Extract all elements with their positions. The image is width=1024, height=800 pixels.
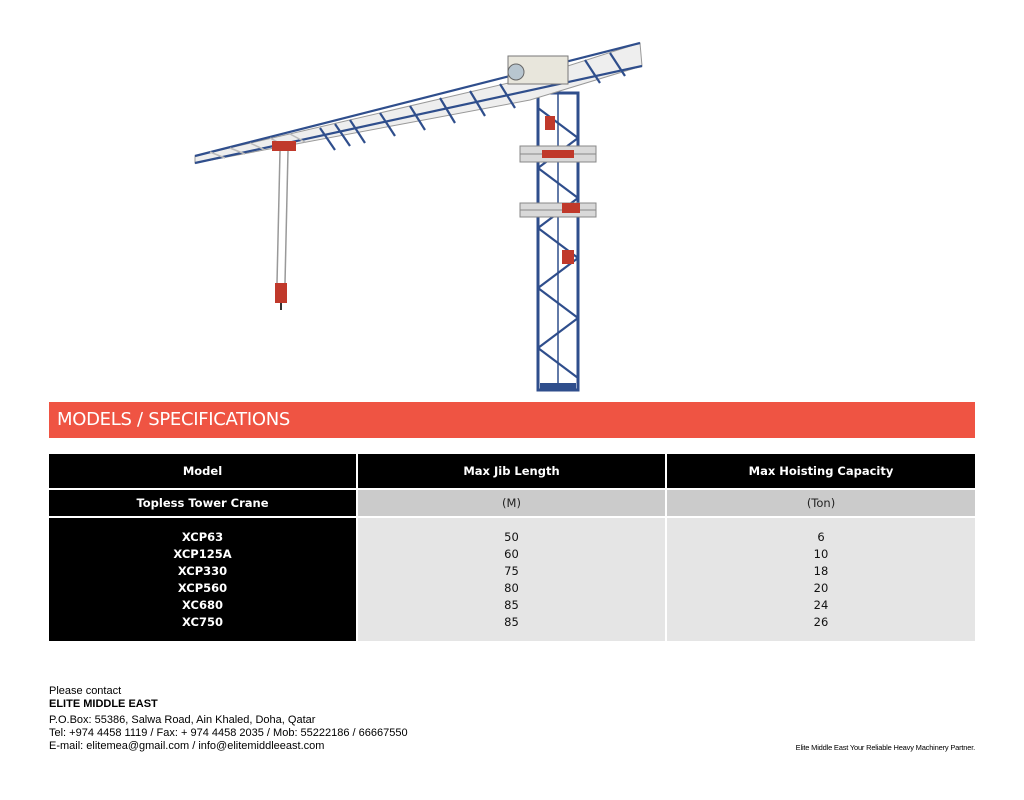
company-email[interactable]: E-mail: elitemea@gmail.com / info@elitemiddleeast.com	[49, 740, 325, 752]
tower-crane-image	[190, 38, 645, 393]
table-row-jib: 75	[504, 563, 519, 578]
company-name: ELITE MIDDLE EAST	[49, 698, 158, 710]
subheader-crane-type: Topless Tower Crane	[49, 490, 356, 516]
section-banner	[49, 402, 975, 438]
table-row-model: XCP125A	[173, 546, 232, 561]
model-column	[49, 518, 356, 641]
crane-mast	[538, 93, 578, 390]
table-row-jib: 50	[504, 529, 519, 544]
table-row-model: XC680	[182, 597, 223, 612]
crane-jib	[195, 43, 642, 163]
table-row-model: XC750	[182, 614, 223, 629]
table-row-model: XCP330	[177, 563, 228, 578]
contact-label: Please contact	[49, 685, 122, 697]
jib-length-column	[358, 518, 665, 641]
subheader-capacity-unit: (Ton)	[667, 490, 975, 516]
header-jib-length: Max Jib Length	[358, 454, 665, 488]
crane-hook	[272, 141, 296, 310]
table-row-jib: 80	[504, 580, 519, 595]
company-tagline: Elite Middle East Your Reliable Heavy Machinery Partner.	[795, 743, 975, 752]
table-row-capacity: 18	[813, 563, 829, 578]
table-row-jib: 85	[504, 597, 519, 612]
table-row-capacity: 26	[813, 614, 829, 629]
table-row-jib: 60	[504, 546, 519, 561]
capacity-column	[667, 518, 975, 641]
company-phones: Tel: +974 4458 1119 / Fax: + 974 4458 2035 / Mob: 55222186 / 66667550	[49, 727, 408, 739]
header-model: Model	[49, 454, 356, 488]
table-row-capacity: 20	[813, 580, 829, 595]
table-row-model: XCP560	[177, 580, 228, 595]
table-row-capacity: 10	[813, 546, 829, 561]
header-capacity: Max Hoisting Capacity	[667, 454, 975, 488]
subheader-jib-unit: (M)	[358, 490, 665, 516]
table-row-capacity: 24	[813, 597, 829, 612]
section-title: MODELS / SPECIFICATIONS	[57, 409, 291, 430]
company-address: P.O.Box: 55386, Salwa Road, Ain Khaled, Doha, Qatar	[49, 714, 316, 726]
table-row-model: XCP63	[181, 529, 224, 544]
table-row-capacity: 6	[817, 529, 825, 544]
table-row-jib: 85	[504, 614, 519, 629]
